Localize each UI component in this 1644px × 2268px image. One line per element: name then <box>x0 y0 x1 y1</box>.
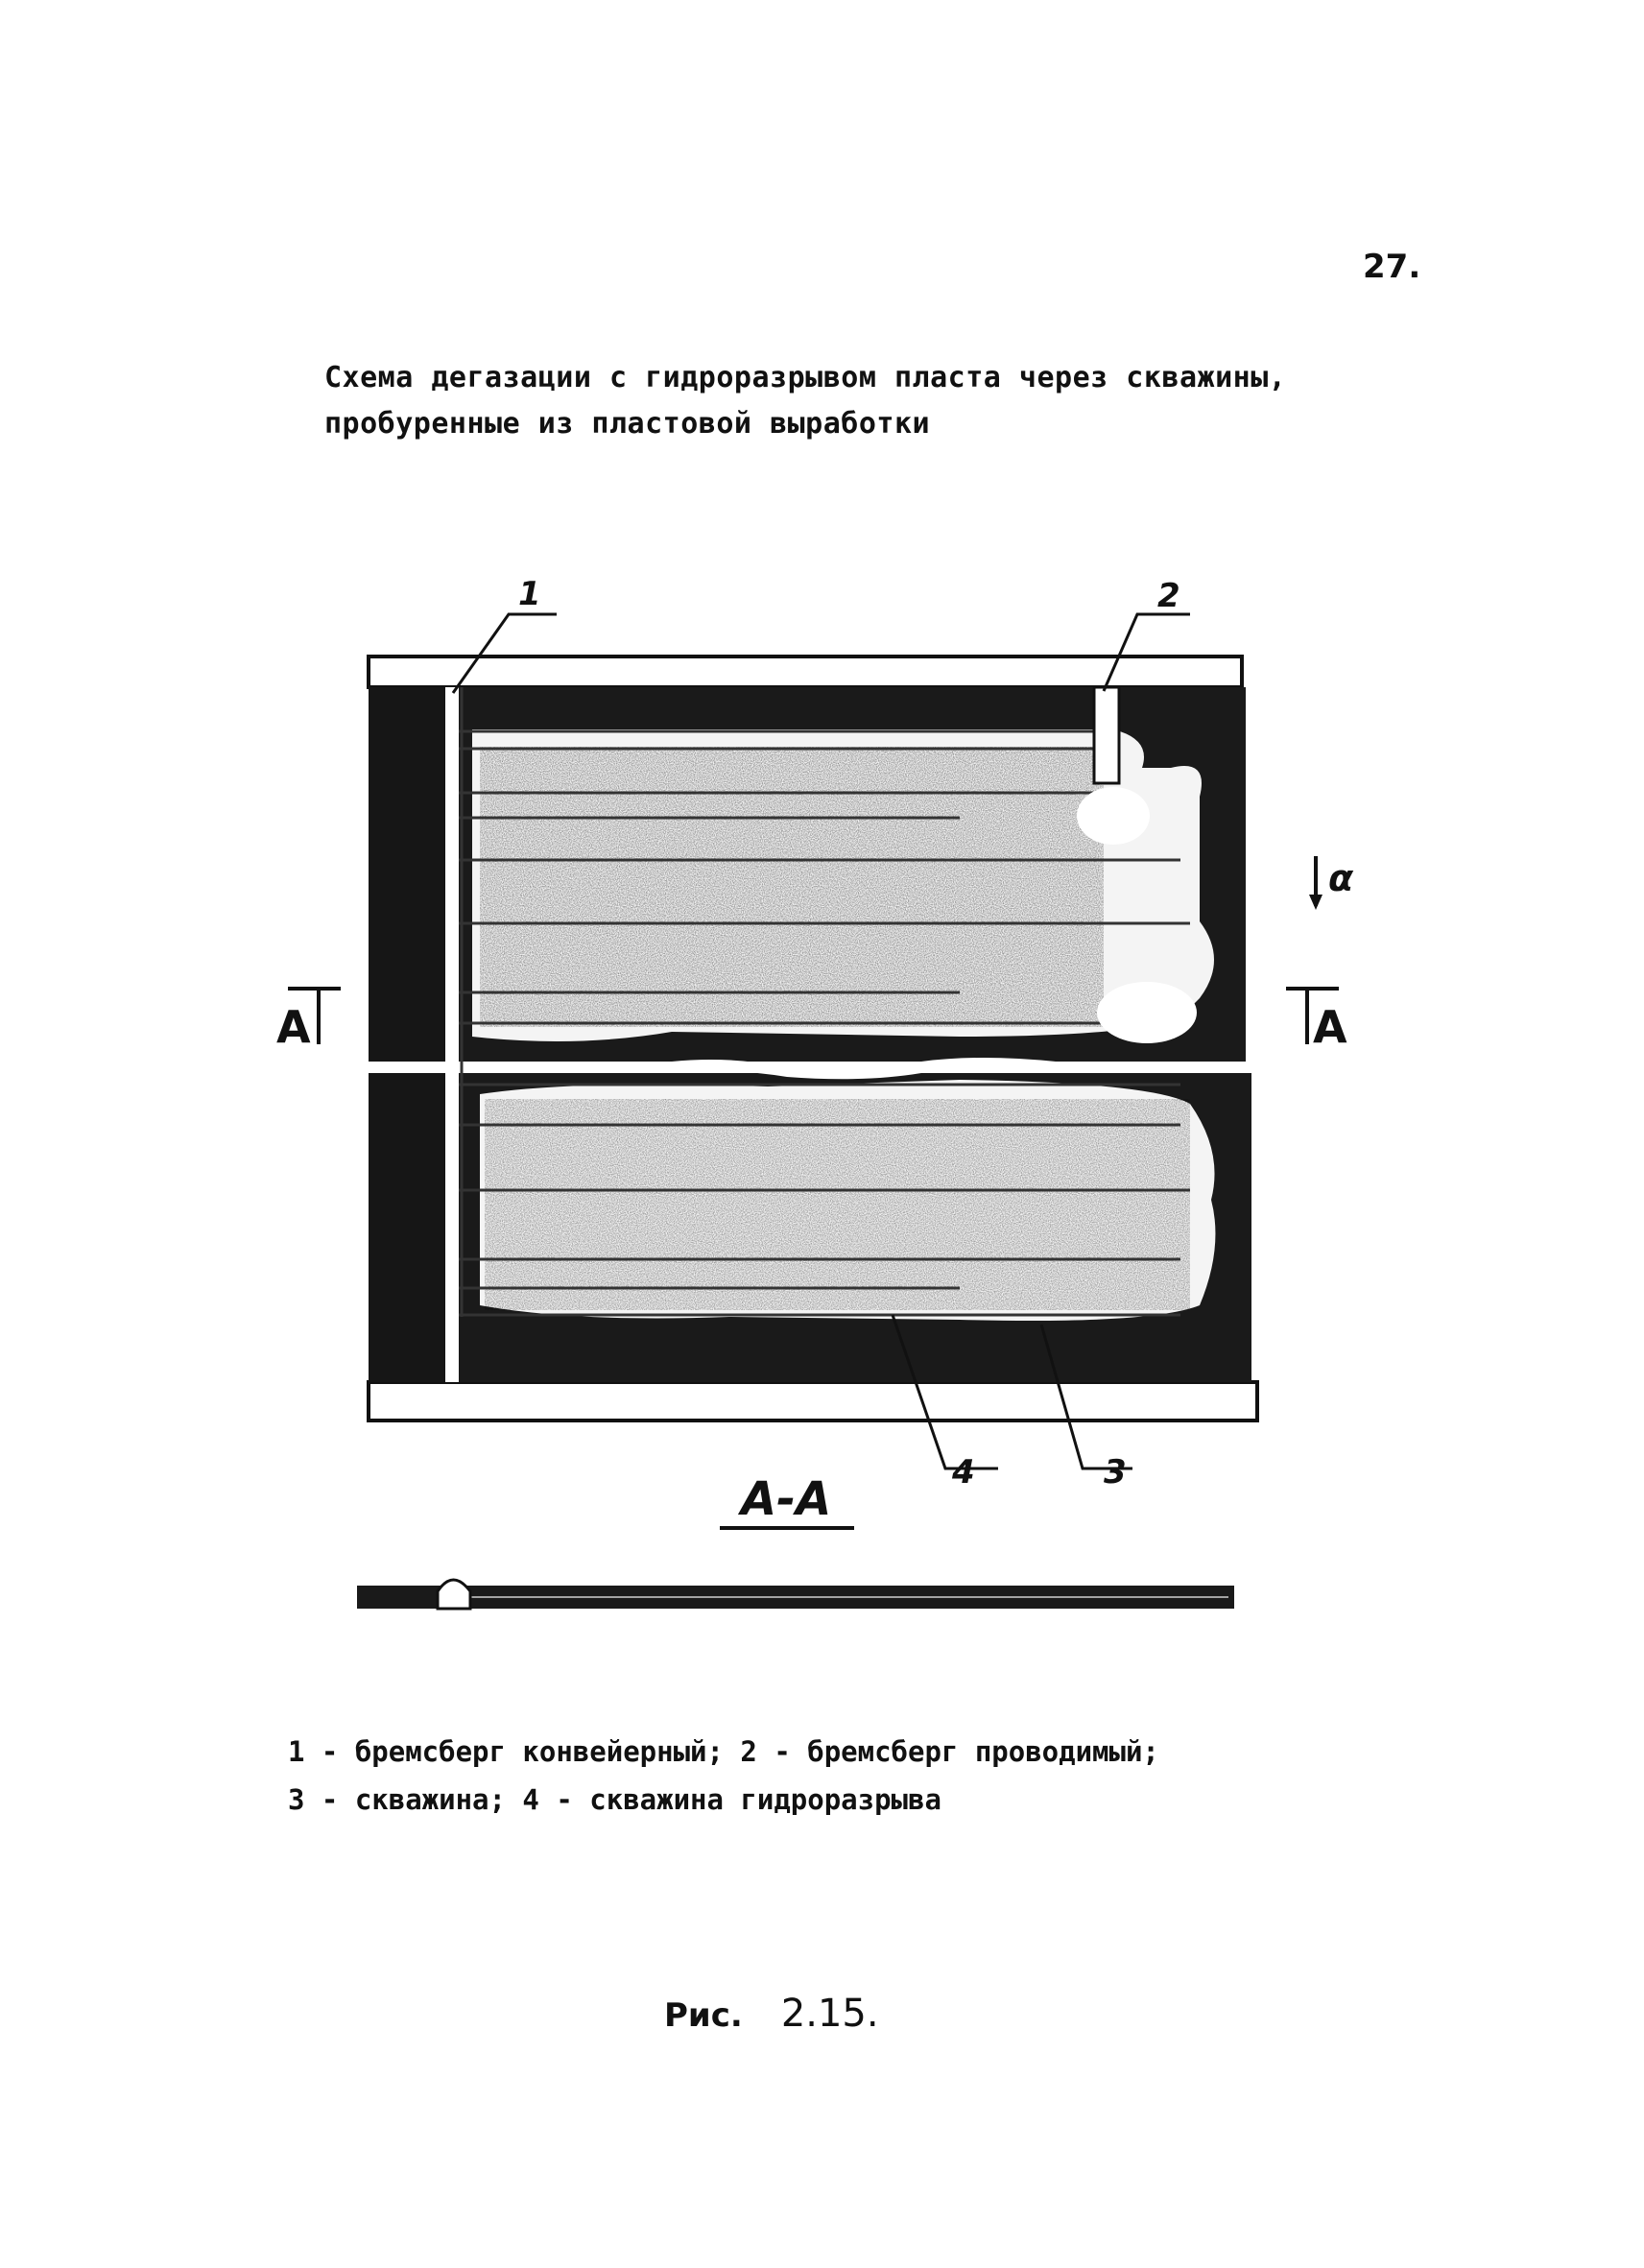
driven-incline <box>1094 687 1119 783</box>
section-letter-right: A <box>1313 1001 1347 1053</box>
left-coal-pillar-upper <box>369 687 445 1062</box>
figure-caption <box>664 1992 879 2036</box>
caption-prefix: Рис. <box>664 1996 743 2035</box>
legend-line-1: 1 - бремсберг конвейерный; 2 - бремсберг проводимый; <box>288 1735 1159 1768</box>
dip-symbol <box>1309 856 1354 910</box>
dip-angle-label: α <box>1328 857 1354 899</box>
lower-panel-texture <box>485 1099 1190 1310</box>
callout-1: 1 <box>518 575 541 613</box>
section-title: А-А <box>741 1472 832 1526</box>
section-incline-opening <box>438 1580 470 1609</box>
callout-3: 3 <box>1104 1453 1127 1492</box>
figure-title-line-1: Схема дегазации с гидроразрывом пласта через скважины, <box>324 361 1287 394</box>
legend-line-2: 3 - скважина; 4 - скважина гидроразрыва <box>288 1783 941 1816</box>
hydrofrac-zone <box>1077 787 1150 845</box>
section-mark-right <box>1286 989 1347 1053</box>
hydrofrac-zone <box>1097 982 1197 1043</box>
figure-title-line-2: пробуренные из пластовой выработки <box>324 407 931 441</box>
conveyor-incline <box>445 687 459 1382</box>
callout-2: 2 <box>1157 577 1180 615</box>
upper-panel-texture <box>480 747 1104 1027</box>
left-coal-pillar-lower <box>369 1073 445 1382</box>
section-a-a-profile <box>357 1580 1234 1609</box>
page-number: 27. <box>1363 248 1421 286</box>
callout-4: 4 <box>952 1453 975 1492</box>
legend <box>288 1728 1159 1824</box>
bottom-gallery <box>369 1382 1257 1420</box>
section-letter-left: A <box>276 1001 311 1053</box>
section-mark-left <box>276 989 341 1053</box>
figure-number: 2.15. <box>780 1992 879 2036</box>
